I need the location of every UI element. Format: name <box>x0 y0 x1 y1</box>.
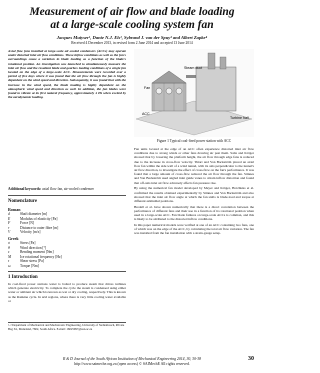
divider <box>8 195 126 196</box>
roman-list <box>8 212 126 235</box>
paragraph: In this paper numerical models were verified at one of an ACC containing two fans, one of which was on the edge of the ACC, by calculating the total air flow variation. The fan was installed from the fan installation with a strain-gauge setup. <box>134 222 254 236</box>
paper-title <box>8 6 256 32</box>
paragraph: By using the numerical fan model developed by Meyer and Kröger, Hotchkiss et al. confirmed the results obtained experimentally by Stinnes and Von Backström and also showed that the inlet air flow angle at which the fan stalls is blade-load and torque at different azimuthal positions. <box>134 186 254 203</box>
greek-item: ω Torque [Nm] <box>8 263 39 268</box>
label-fan: Fan <box>144 86 151 90</box>
chimney <box>208 53 215 69</box>
roman-item: d Shaft diameter [m] <box>8 212 48 216</box>
journal-footer: R & D Journal of the South African Institution of Mechanical Engineering 2014, 30, 30-38 <box>62 357 202 361</box>
journal-url[interactable]: http://www.saimeche.org.za (open access) © SAIMechE All rights reserved. <box>74 362 190 366</box>
greek-item: ε Bending moment [Nm] <box>8 250 54 255</box>
authors: Jacques Muiyser¹, Danie N.J. Els², Sybrand J. van der Spuy³ and Albert Zapke⁴ <box>56 35 208 40</box>
greek-list <box>8 241 126 269</box>
fan-circle <box>176 88 182 94</box>
steam-duct <box>186 75 196 78</box>
greek-item: M Ice rotational frequency [Hz] <box>8 254 62 259</box>
title-line-1: Measurement of air flow and blade loading <box>29 6 235 18</box>
page-number: 30 <box>248 356 254 362</box>
keywords <box>8 187 126 191</box>
intro-text: In coal-fired power stations water is boiled to produce steam that drives turbines which generate electricity. To complete the cycle the steam is condensed using either water or ambient air which is known as wet or dry cooling, respectively. This is known as the Rankine cycle. In arid regions, where there is very little cooling water available or <box>8 282 126 303</box>
right-column-text <box>134 147 254 237</box>
label-steam-duct: Steam duct <box>184 66 203 70</box>
figure-caption: Figure 1 Typical coal-fired power station with ACC <box>156 139 232 143</box>
paragraph: Bredell et al. have shown numerically that there is a direct correlation between the performance of different fans and their use in a function of its rotational position when used in a large-scale ACC. Fan blade failures on large-scale ACCs is common, and this is likely to be attributed to the distorted inflow conditions. <box>134 204 254 222</box>
fan-circle <box>166 88 172 94</box>
roman-item: r Distance to outer fibre [m] <box>8 225 59 230</box>
intro-heading: 1 Introduction <box>8 275 38 280</box>
divider <box>8 271 126 272</box>
roman-heading: Roman <box>8 207 21 212</box>
nomenclature-heading: Nomenclature <box>8 199 37 204</box>
roman-item: E Modulus of elasticity [Pa] <box>8 216 58 221</box>
greek-heading: Greek <box>8 236 19 241</box>
keywords-label: Additional keywords: <box>8 187 42 191</box>
roman-item: F Force [N] <box>8 221 35 226</box>
title-line-2: at a large-scale cooling system fan <box>50 19 214 31</box>
keywords-text: axial flow fan, air-cooled condenser <box>42 187 94 191</box>
acc-structure <box>152 83 186 111</box>
label-turbine-hall: Turbine hall <box>230 116 249 120</box>
turbine-hall <box>196 67 236 111</box>
footnote: ¹–⁴ Department of Mechanical and Mechatronic Engineering, University of Stellenbosch, Private Bag X1, Matieland, 7602, South Africa. E-mail: 16025997@sun.ac.za <box>8 323 125 331</box>
power-station-figure <box>134 49 254 137</box>
chimney <box>220 57 226 69</box>
greek-item: θ Wind direction [°] <box>8 245 47 250</box>
roman-item: V Velocity [m/s] <box>8 230 41 235</box>
received-dates: Received 4 December 2013, in revised form 2 June 2014 and accepted 13 June 2014 <box>71 41 193 45</box>
greek-item: τ Shear stress [Pa] <box>8 259 44 264</box>
label-acc: ACC <box>142 112 150 116</box>
abstract: Axial flow fans installed at large-scale air-cooled condensers (ACCs) may operate under distorted inlet air flow conditions. These inflow conditions as well as the fan's surroundings cause a variation in blade loading as a function of the blade's rotational position. An investigation was launched to simultaneously measure the inlet air flow and the resultant blade and gearbox loading conditions of a single fan located on the edge of a large-scale ACC. Measurements were recorded over a period of five days where it was found that the air flow through the fan is highly dependent on the wind speed and direction. Subsequently, it was found that with the increase in the wind speed, the blade loading is highly dependent on the atmospheric wind speed and direction as well. In addition, the fan blades were found to vibrate at its first natural frequency, approximately 4 Hz when excited by the aerodynamic loading. <box>8 49 126 100</box>
greek-item: σ Stress [Pa] <box>8 241 36 245</box>
fan-circle <box>156 88 162 94</box>
paragraph: Fan units located at the edge of an ACC often experience distorted inlet air flow conditions due to strong winds or other fans drawing air past them. Salta and Kröger showed that by lowering the platform height, the air flow through edge fans is reduced due to the increase in cross-flow velocity. Thiart and Von Backström placed an axial flow fan within the side wall of a wind tunnel, with its axis perpendicular to the tunnel's air flow direction, to investigate the effect of cross-flow on the fan's performance. It was found that a large amount of cross-flow reduced the air flow through the fan. Stinnes and Von Backström used angled inlet guide vanes to obtain inflow distortion and found that off-axis inlet air flow adversely affects fan pressure rise. <box>134 147 254 185</box>
